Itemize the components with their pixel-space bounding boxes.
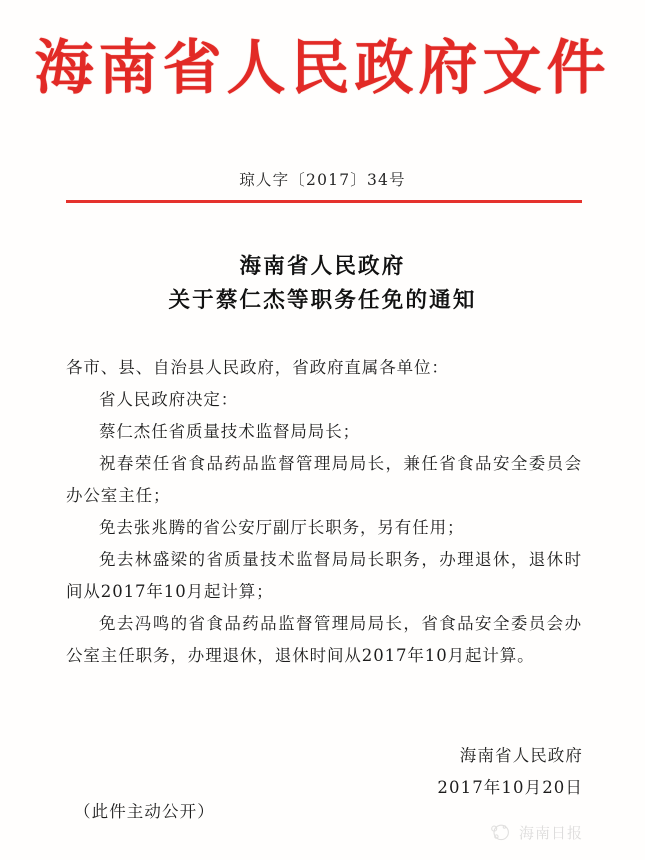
signature-block [437,740,583,804]
body-paragraph: 免去林盛梁的省质量技术监督局局长职务，办理退休，退休时间从2017年10月起计算； [66,550,582,601]
body-paragraph: 省人民政府决定： [99,390,239,409]
document-number: 琼人字〔2017〕34号 [239,171,406,189]
body-paragraph: 祝春荣任省食品药品监督管理局局长，兼任省食品安全委员会办公室主任； [66,454,582,505]
headline-line-2: 关于蔡仁杰等职务任免的通知 [168,288,477,313]
signature-issuer: 海南省人民政府 [459,746,583,765]
red-divider-rule [66,200,582,203]
body-paragraph: 免去冯鸣的省食品药品监督管理局局长，省食品安全委员会办公室主任职务，办理退休，退休时间从2017年10月起计算。 [66,614,582,665]
watermark [488,820,583,844]
document-body [66,352,582,672]
masthead [0,33,645,102]
headline-line-1: 海南省人民政府 [239,254,406,279]
document-headline [0,250,645,318]
body-paragraph: 免去张兆腾的省公安厅副厅长职务，另有任用； [99,518,465,537]
watermark-text: 海南日报 [518,823,583,842]
body-paragraph: 蔡仁杰任省质量技术监督局局长； [99,422,360,441]
circle-logo-icon [488,820,512,844]
masthead-title: 海南省人民政府文件 [34,33,611,102]
signature-date: 2017年10月20日 [437,778,583,797]
body-salutation: 各市、县、自治县人民政府，省政府直属各单位： [66,358,449,377]
public-disclosure-note: （此件主动公开） [74,802,215,821]
